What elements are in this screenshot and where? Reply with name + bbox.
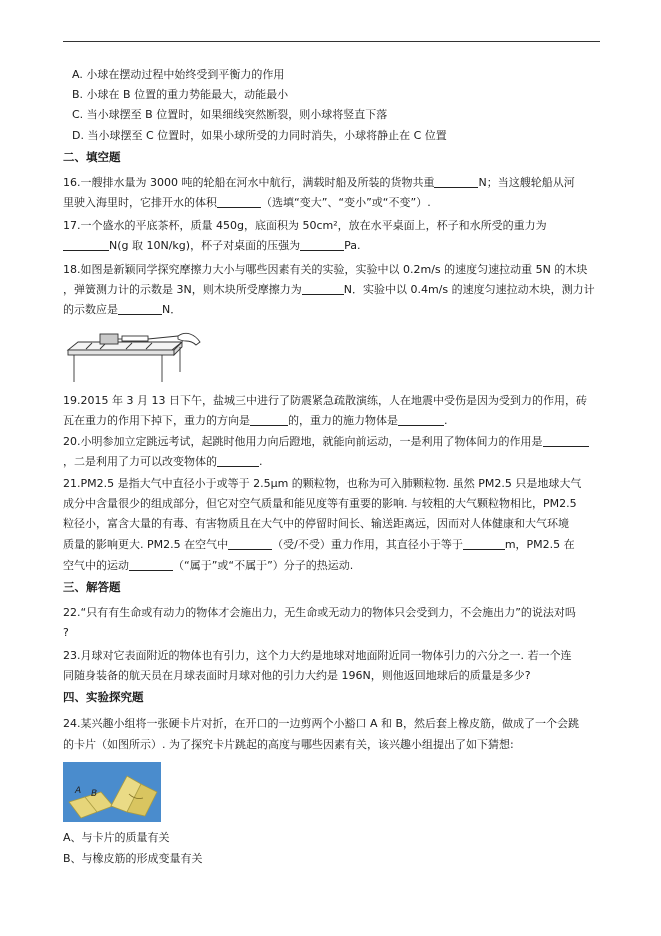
q18-blank-reading[interactable] <box>118 303 162 315</box>
q18-blank-friction[interactable] <box>302 283 344 295</box>
q16-text: N；当这艘轮船从河 <box>478 176 575 189</box>
q19-text: 瓦在重力的作用下掉下，重力的方向是 <box>63 414 250 427</box>
q21-line4 <box>63 537 623 552</box>
q20-blank-mutual[interactable] <box>543 435 589 447</box>
q18-text: N． <box>162 303 182 316</box>
q21-line5 <box>63 558 623 573</box>
section-experiment-heading: 四、实验探究题 <box>63 690 144 704</box>
q21-text: 空气中的运动 <box>63 559 129 572</box>
q21-line2: 成分中含量很少的组成部分，但它对空气质量和能见度等有重要的影响. 与较粗的大气颗粒物相比，PM2.5 <box>63 497 577 510</box>
q19-text: . <box>444 414 448 427</box>
option-c: C. 当小球摆至 B 位置时，如果细线突然断裂，则小球将竖直下落 <box>72 108 388 121</box>
q16-blank-weight[interactable] <box>434 176 478 188</box>
card-label-a: A <box>75 786 82 796</box>
q18-line1: 18.如图是新颖同学探究摩擦力大小与哪些因素有关的实验，实验中以 0.2m/s 的速度匀速拉动重 5N 的木块 <box>63 263 588 276</box>
q19-line1: 19.2015 年 3 月 13 日下午，盐城三中进行了防震紧急疏散演练，人在地震中受伤是因为受到力的作用，砖 <box>63 394 587 407</box>
q17-line1: 17.一个盛水的平底茶杯，质量 450g，底面积为 50cm²，放在水平桌面上，杯子和水所受的重力为 <box>63 219 547 232</box>
option-d: D. 当小球摆至 C 位置时，如果小球所受的力同时消失，小球将静止在 C 位置 <box>72 129 447 142</box>
jumping-card-figure <box>63 762 161 822</box>
q19-text: 的，重力的施力物体是 <box>288 414 398 427</box>
q18-text: N．实验中以 0.4m/s 的速度匀速拉动木块，测力计 <box>343 283 595 296</box>
q20-text: ，二是利用了力可以改变物体的 <box>63 455 217 468</box>
q20-blank-state[interactable] <box>217 455 259 467</box>
q18-line3 <box>63 302 623 317</box>
q20-text: . <box>259 455 263 468</box>
option-a: A. 小球在摆动过程中始终受到平衡力的作用 <box>72 68 285 81</box>
q21-line1: 21.PM2.5 是指大气中直径小于或等于 2.5μm 的颗粒物，也称为可入肺颗粒物. 虽然 PM2.5 只是地球大气 <box>63 477 582 490</box>
q19-line2 <box>63 413 623 428</box>
q16-text: （选填“变大”、“变小”或“不变”）. <box>261 196 431 209</box>
q18-line2 <box>63 282 623 297</box>
q20-line2 <box>63 454 623 469</box>
q21-blank-diameter[interactable] <box>463 538 505 550</box>
q17-blank-gravity[interactable] <box>63 239 109 251</box>
q16-text: 里驶入海里时，它排开水的体积 <box>63 196 217 209</box>
q21-line3: 粒径小，富含大量的有毒、有害物质且在大气中的停留时间长、输送距离远，因而对人体健康和大气环境 <box>63 517 569 530</box>
q21-text: （“属于”或“不属于”）分子的热运动. <box>173 559 354 572</box>
q23-line2: 同随身装备的航天员在月球表面时月球对他的引力大约是 196N，则他返回地球后的质量是多少? <box>63 669 531 682</box>
q21-blank-gravity[interactable] <box>228 538 272 550</box>
section-fill-heading: 二、填空题 <box>63 150 121 164</box>
q24-guess-a: A、与卡片的质量有关 <box>63 831 170 844</box>
q16-line2 <box>63 195 623 210</box>
q22-line2: ? <box>63 626 69 639</box>
section-answer-heading: 三、解答题 <box>63 580 121 594</box>
q20-text: 20.小明参加立定跳远考试，起跳时他用力向后蹬地，就能向前运动，一是利用了物体间力的作用是 <box>63 435 543 448</box>
q18-text: 的示数应是 <box>63 303 118 316</box>
q17-text: N(g 取 10N/kg)，杯子对桌面的压强为 <box>109 239 301 252</box>
q22-line1: 22.“只有有生命或有动力的物体才会施出力，无生命或无动力的物体只会受到力，不会施出力”的说法对吗 <box>63 606 576 619</box>
q21-text: m，PM2.5 在 <box>504 538 575 551</box>
card-label-b: B <box>91 789 98 799</box>
q24-guess-b: B、与橡皮筋的形成变量有关 <box>63 852 203 865</box>
q18-text: ，弹簧测力计的示数是 3N，则木块所受摩擦力为 <box>63 283 302 296</box>
header-rule <box>63 41 600 42</box>
q16-blank-volume[interactable] <box>217 196 261 208</box>
q17-blank-pressure[interactable] <box>300 239 344 251</box>
q16-text: 16.一艘排水量为 3000 吨的轮船在河水中航行，满载时船及所装的货物共重 <box>63 176 435 189</box>
friction-experiment-figure <box>66 324 204 384</box>
q19-blank-source[interactable] <box>398 414 444 426</box>
q17-line2 <box>63 238 623 253</box>
q20-line1 <box>63 434 623 449</box>
q23-line1: 23.月球对它表面附近的物体也有引力，这个力大约是地球对地面附近同一物体引力的六分之一. 若一个连 <box>63 649 572 662</box>
q21-text: 质量的影响更大. PM2.5 在空气中 <box>63 538 229 551</box>
q21-text: （受/不受）重力作用，其直径小于等于 <box>272 538 463 551</box>
q19-blank-direction[interactable] <box>250 414 288 426</box>
q16-line1 <box>63 175 623 190</box>
q24-line2: 的卡片（如图所示）. 为了探究卡片跳起的高度与哪些因素有关，该兴趣小组提出了如下猜想: <box>63 738 514 751</box>
q17-text: Pa. <box>344 239 361 252</box>
q24-line1: 24.某兴趣小组将一张硬卡片对折，在开口的一边剪两个小豁口 A 和 B，然后套上橡皮筋，做成了一个会跳 <box>63 717 580 730</box>
option-b: B. 小球在 B 位置的重力势能最大，动能最小 <box>72 88 289 101</box>
q21-blank-motion[interactable] <box>129 559 173 571</box>
